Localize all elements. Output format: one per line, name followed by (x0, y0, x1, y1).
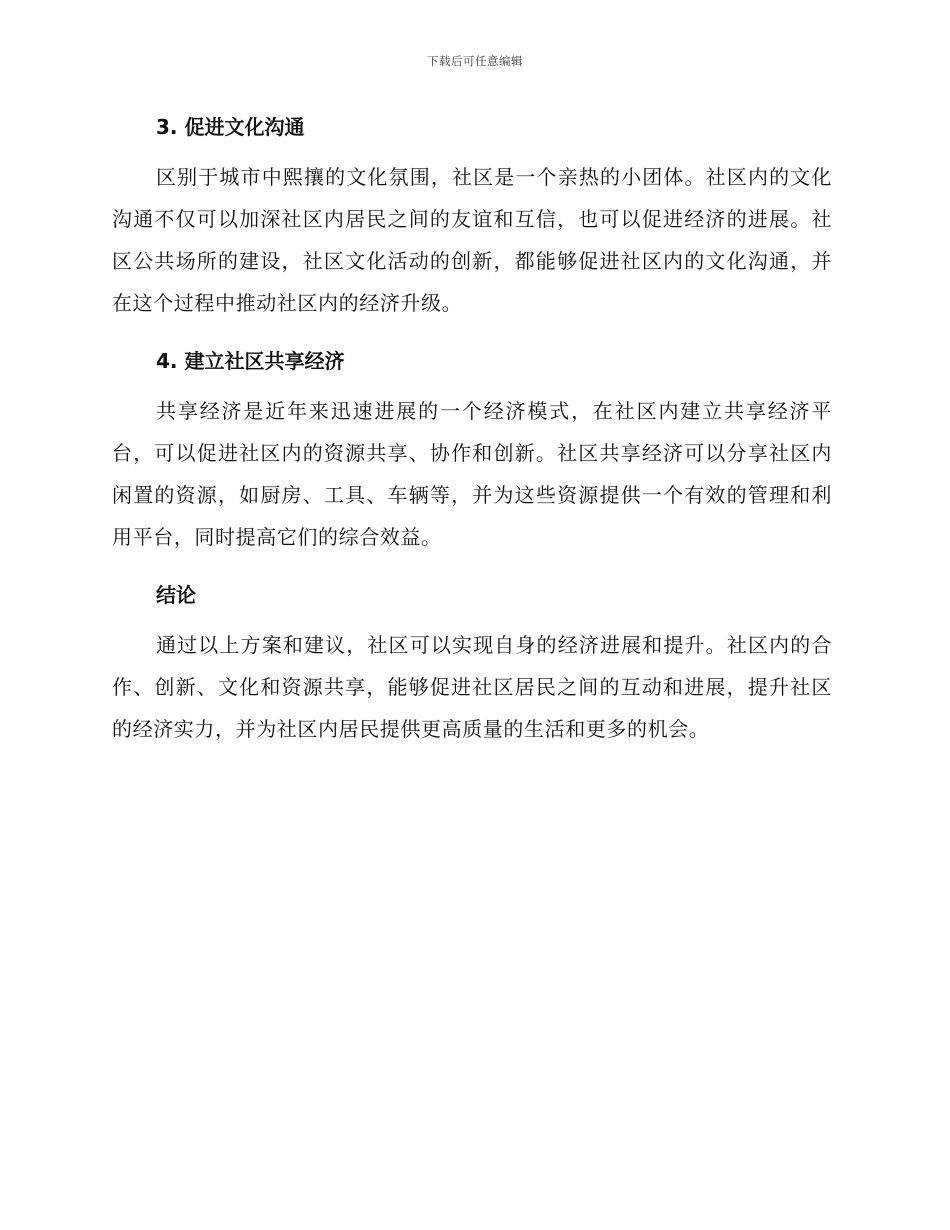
document-body (112, 110, 832, 750)
paragraph-sharing-economy: 共享经济是近年来迅速进展的一个经济模式，在社区内建立共享经济平台，可以促进社区内的资源共享、协作和创新。社区共享经济可以分享社区内闲置的资源，如厨房、工具、车辆等，并为这些资源提供一个有效的管理和利用平台，同时提高它们的综合效益。 (112, 399, 832, 549)
section-heading-cultural-exchange: 3. 促进文化沟通 (156, 115, 305, 139)
section-heading-sharing-economy: 4. 建立社区共享经济 (156, 349, 345, 373)
page-header: 下载后可任意编辑 (427, 54, 523, 68)
paragraph-cultural-exchange: 区别于城市中熙攘的文化氛围，社区是一个亲热的小团体。社区内的文化沟通不仅可以加深社区内居民之间的友谊和互信，也可以促进经济的进展。社区公共场所的建设，社区文化活动的创新，都能够促进社区内的文化沟通，并在这个过程中推动社区内的经济升级。 (112, 165, 832, 315)
section-heading-conclusion: 结论 (156, 583, 196, 607)
paragraph-conclusion: 通过以上方案和建议，社区可以实现自身的经济进展和提升。社区内的合作、创新、文化和资源共享，能够促进社区居民之间的互动和进展，提升社区的经济实力，并为社区内居民提供更高质量的生活和更多的机会。 (112, 633, 832, 741)
